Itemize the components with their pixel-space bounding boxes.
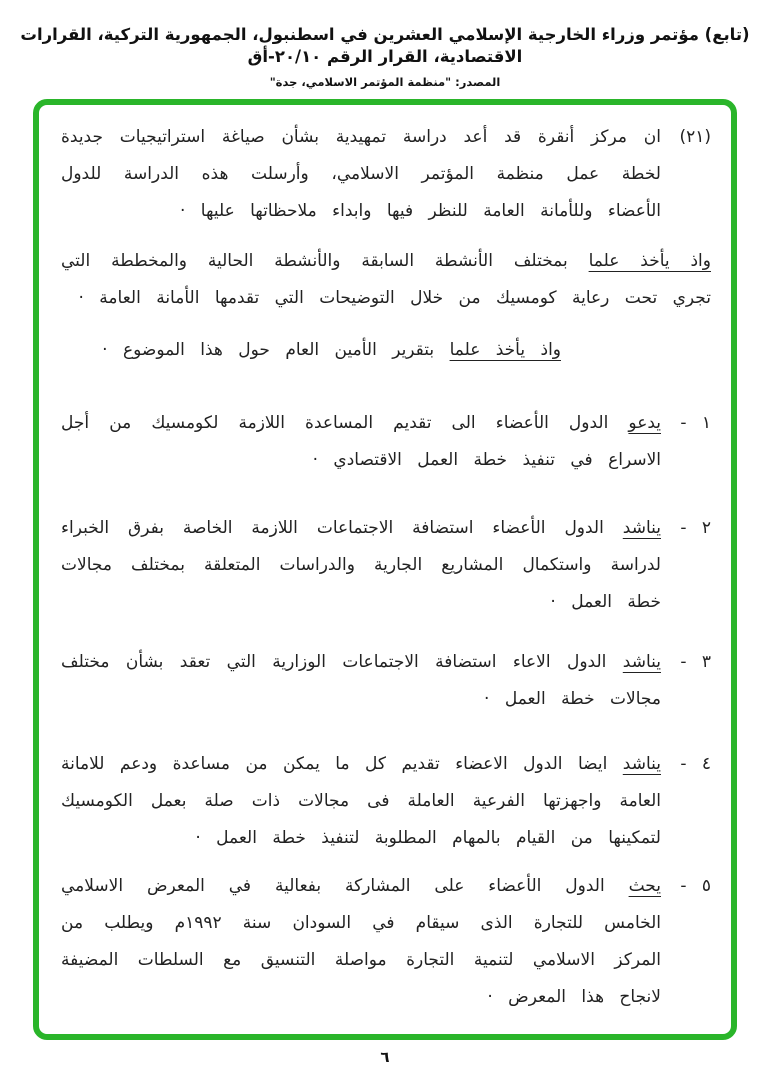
list-item-1 — [61, 405, 711, 479]
preamble-activities — [61, 243, 711, 317]
document-body — [61, 119, 711, 1016]
item-lead-underlined: يدعو — [628, 413, 661, 433]
item-rest: الدول الأعضاء على المشاركة بفعالية في المعرض الاسلامي الخامس للتجارة الذى سيقام في السودان سنة ١٩٩٢م ويطلب من المركز الاسلامي لتنمية التجارة مواصلة التنسيق مع السلطات المضيفة لانجاح هذا المعرض · — [61, 876, 662, 1007]
item-number: ٤ - — [680, 754, 711, 774]
item-number: ١ - — [680, 413, 711, 433]
item-number: ٢ - — [680, 518, 711, 538]
clause-text: ان مركز أنقرة قد أعد دراسة تمهيدية بشأن صياغة استراتيجيات جديدة لخطة عمل منظمة المؤتمر الاسلامي، وأرسلت هذه الدراسة للدول الأعضاء وللأمانة العامة للنظر فيها وابداء ملاحظاتها عليها · — [61, 127, 661, 221]
item-text — [61, 746, 661, 857]
item-rest: الدول الأعضاء استضافة الاجتماعات اللازمة الخاصة بفرق الخبراء لدراسة واستكمال المشاريع الجارية والدراسات المتعلقة بمختلف مجالات خطة العمل · — [61, 518, 661, 612]
item-text — [61, 644, 661, 718]
item-lead-underlined: يناشد — [622, 518, 661, 538]
list-item-2 — [61, 510, 711, 621]
item-lead-underlined: يناشد — [622, 652, 661, 672]
page-number: ٦ — [380, 1048, 390, 1066]
item-text — [61, 868, 661, 1016]
list-item-5 — [61, 868, 711, 1016]
item-number: ٥ - — [680, 876, 711, 896]
preamble-text: بتقرير الأمين العام حول هذا الموضوع · — [102, 340, 450, 360]
item-lead-underlined: يناشد — [622, 754, 661, 774]
item-number: ٣ - — [680, 652, 711, 672]
clause-number: (٢١) — [679, 127, 711, 147]
item-lead-underlined: يحث — [628, 876, 661, 896]
preamble-lead-underlined: واذ يأخذ علما — [588, 251, 711, 271]
item-rest: الدول الاعاء استضافة الاجتماعات الوزارية التي تعقد بشأن مختلف مجالات خطة العمل · — [61, 652, 661, 709]
item-rest: الدول الأعضاء الى تقديم المساعدة اللازمة لكومسيك من أجل الاسراع في تنفيذ خطة العمل الاقتصادي · — [61, 413, 661, 470]
item-text — [61, 405, 661, 479]
list-item-3 — [61, 644, 711, 718]
header-source: المصدر: "منظمة المؤتمر الاسلامي، جدة" — [269, 75, 501, 89]
preamble-report — [61, 332, 561, 369]
item-text — [61, 510, 661, 621]
preamble-lead-underlined: واذ يأخذ علما — [449, 340, 561, 360]
preamble-text: بمختلف الأنشطة السابقة والأنشطة الحالية والمخططة التي تجري تحت رعاية كومسيك من خلال التوضيحات التي تقدمها الأمانة العامة · — [61, 251, 711, 308]
item-rest: ايضا الدول الاعضاء تقديم كل ما يمكن من مساعدة ودعم للامانة العامة واجهزتها الفرعية العاملة فى مجالات ذات صلة بعمل الكومسيك لتمكينها من القيام بالمهام المطلوبة لتنفيذ خطة العمل · — [61, 754, 661, 848]
list-item-4 — [61, 746, 711, 857]
document-header — [0, 24, 770, 89]
content-border-box — [33, 99, 737, 1040]
clause-21 — [61, 119, 711, 230]
header-title: (تابع) مؤتمر وزراء الخارجية الإسلامي العشرين في اسطنبول، الجمهورية التركية، القرارات الاقتصادية، القرار الرقم ٢٠/١٠-أق — [20, 25, 750, 66]
